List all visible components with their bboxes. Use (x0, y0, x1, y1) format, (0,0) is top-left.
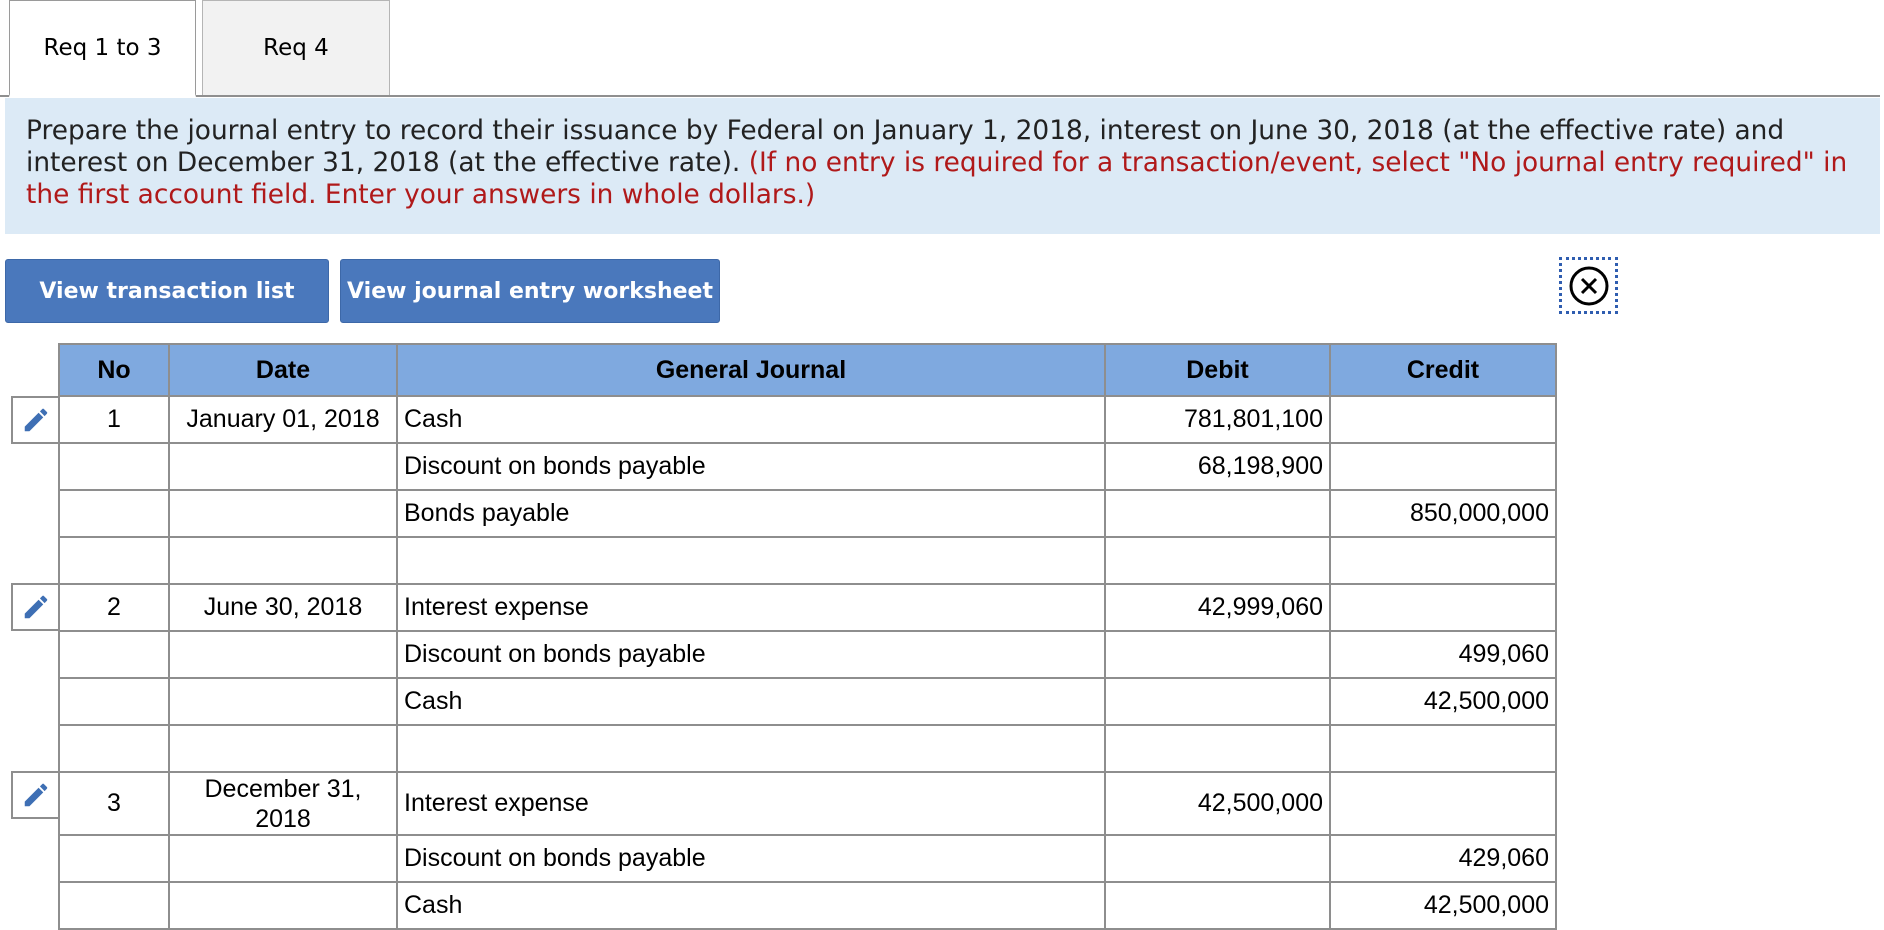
entry-date (169, 882, 397, 929)
tab-bar (0, 0, 1880, 97)
credit-cell[interactable] (1330, 584, 1556, 631)
debit-cell[interactable] (1105, 537, 1330, 584)
credit-cell[interactable] (1330, 537, 1556, 584)
account-cell[interactable]: Discount on bonds payable (397, 835, 1105, 882)
table-row (59, 725, 1556, 772)
credit-cell[interactable]: 499,060 (1330, 631, 1556, 678)
close-button[interactable] (1559, 257, 1618, 314)
account-cell[interactable]: Interest expense (397, 584, 1105, 631)
table-row (59, 678, 1556, 725)
instructions-box (5, 98, 1880, 234)
entry-date (169, 443, 397, 490)
credit-cell[interactable] (1330, 396, 1556, 443)
debit-cell[interactable]: 68,198,900 (1105, 443, 1330, 490)
debit-cell[interactable] (1105, 490, 1330, 537)
debit-cell[interactable]: 42,500,000 (1105, 772, 1330, 835)
edit-entry-2-button[interactable] (11, 583, 58, 631)
edit-entry-3-button[interactable] (11, 771, 58, 819)
debit-cell[interactable] (1105, 631, 1330, 678)
account-cell[interactable]: Cash (397, 678, 1105, 725)
entry-no (59, 631, 169, 678)
entry-date: December 31, 2018 (169, 772, 397, 835)
pencil-icon (21, 592, 51, 622)
entry-date (169, 725, 397, 772)
table-row (59, 396, 1556, 443)
entry-no: 2 (59, 584, 169, 631)
entry-no (59, 835, 169, 882)
account-cell[interactable]: Interest expense (397, 772, 1105, 835)
debit-cell[interactable]: 42,999,060 (1105, 584, 1330, 631)
pencil-icon (21, 780, 51, 810)
entry-no (59, 490, 169, 537)
credit-cell[interactable]: 42,500,000 (1330, 678, 1556, 725)
account-cell[interactable]: Cash (397, 396, 1105, 443)
account-cell[interactable]: Bonds payable (397, 490, 1105, 537)
table-row (59, 631, 1556, 678)
credit-cell[interactable]: 850,000,000 (1330, 490, 1556, 537)
entry-date (169, 537, 397, 584)
header-credit: Credit (1330, 344, 1556, 396)
debit-cell[interactable] (1105, 725, 1330, 772)
debit-cell[interactable]: 781,801,100 (1105, 396, 1330, 443)
header-date: Date (169, 344, 397, 396)
tab-req-1-to-3[interactable]: Req 1 to 3 (9, 0, 196, 97)
entry-no (59, 678, 169, 725)
entry-no (59, 443, 169, 490)
table-row (59, 584, 1556, 631)
debit-cell[interactable] (1105, 835, 1330, 882)
entry-date: June 30, 2018 (169, 584, 397, 631)
journal-table (58, 343, 1557, 930)
credit-cell[interactable]: 42,500,000 (1330, 882, 1556, 929)
table-row (59, 443, 1556, 490)
entry-date: January 01, 2018 (169, 396, 397, 443)
entry-no (59, 725, 169, 772)
entry-no: 1 (59, 396, 169, 443)
entry-date (169, 631, 397, 678)
debit-cell[interactable] (1105, 882, 1330, 929)
account-cell[interactable] (397, 537, 1105, 584)
table-row (59, 772, 1556, 835)
account-cell[interactable] (397, 725, 1105, 772)
header-no: No (59, 344, 169, 396)
table-row (59, 537, 1556, 584)
close-circle-icon (1568, 265, 1610, 307)
view-journal-entry-worksheet-button[interactable]: View journal entry worksheet (340, 259, 720, 323)
tab-req-4[interactable]: Req 4 (202, 0, 390, 95)
entry-no: 3 (59, 772, 169, 835)
header-general-journal: General Journal (397, 344, 1105, 396)
entry-date (169, 678, 397, 725)
instructions-note: (If no entry is required for a transaction/event, select "No journal entry required" in the first account field. Enter your answers in whole dollars.) (26, 147, 1848, 210)
account-cell[interactable]: Discount on bonds payable (397, 631, 1105, 678)
debit-cell[interactable] (1105, 678, 1330, 725)
account-cell[interactable]: Discount on bonds payable (397, 443, 1105, 490)
edit-entry-1-button[interactable] (11, 396, 58, 444)
table-row (59, 490, 1556, 537)
credit-cell[interactable] (1330, 725, 1556, 772)
credit-cell[interactable] (1330, 772, 1556, 835)
entry-no (59, 882, 169, 929)
entry-no (59, 537, 169, 584)
instructions-text: Prepare the journal entry to record their issuance by Federal on January 1, 2018, interest on June 30, 2018 (at the effective rate) and interest on December 31, 2018 (at the effective rate). (26, 115, 1785, 178)
header-row (59, 344, 1556, 396)
credit-cell[interactable] (1330, 443, 1556, 490)
entry-date (169, 835, 397, 882)
credit-cell[interactable]: 429,060 (1330, 835, 1556, 882)
header-debit: Debit (1105, 344, 1330, 396)
table-row (59, 835, 1556, 882)
entry-date (169, 490, 397, 537)
account-cell[interactable]: Cash (397, 882, 1105, 929)
view-transaction-list-button[interactable]: View transaction list (5, 259, 329, 323)
table-row (59, 882, 1556, 929)
pencil-icon (21, 405, 51, 435)
